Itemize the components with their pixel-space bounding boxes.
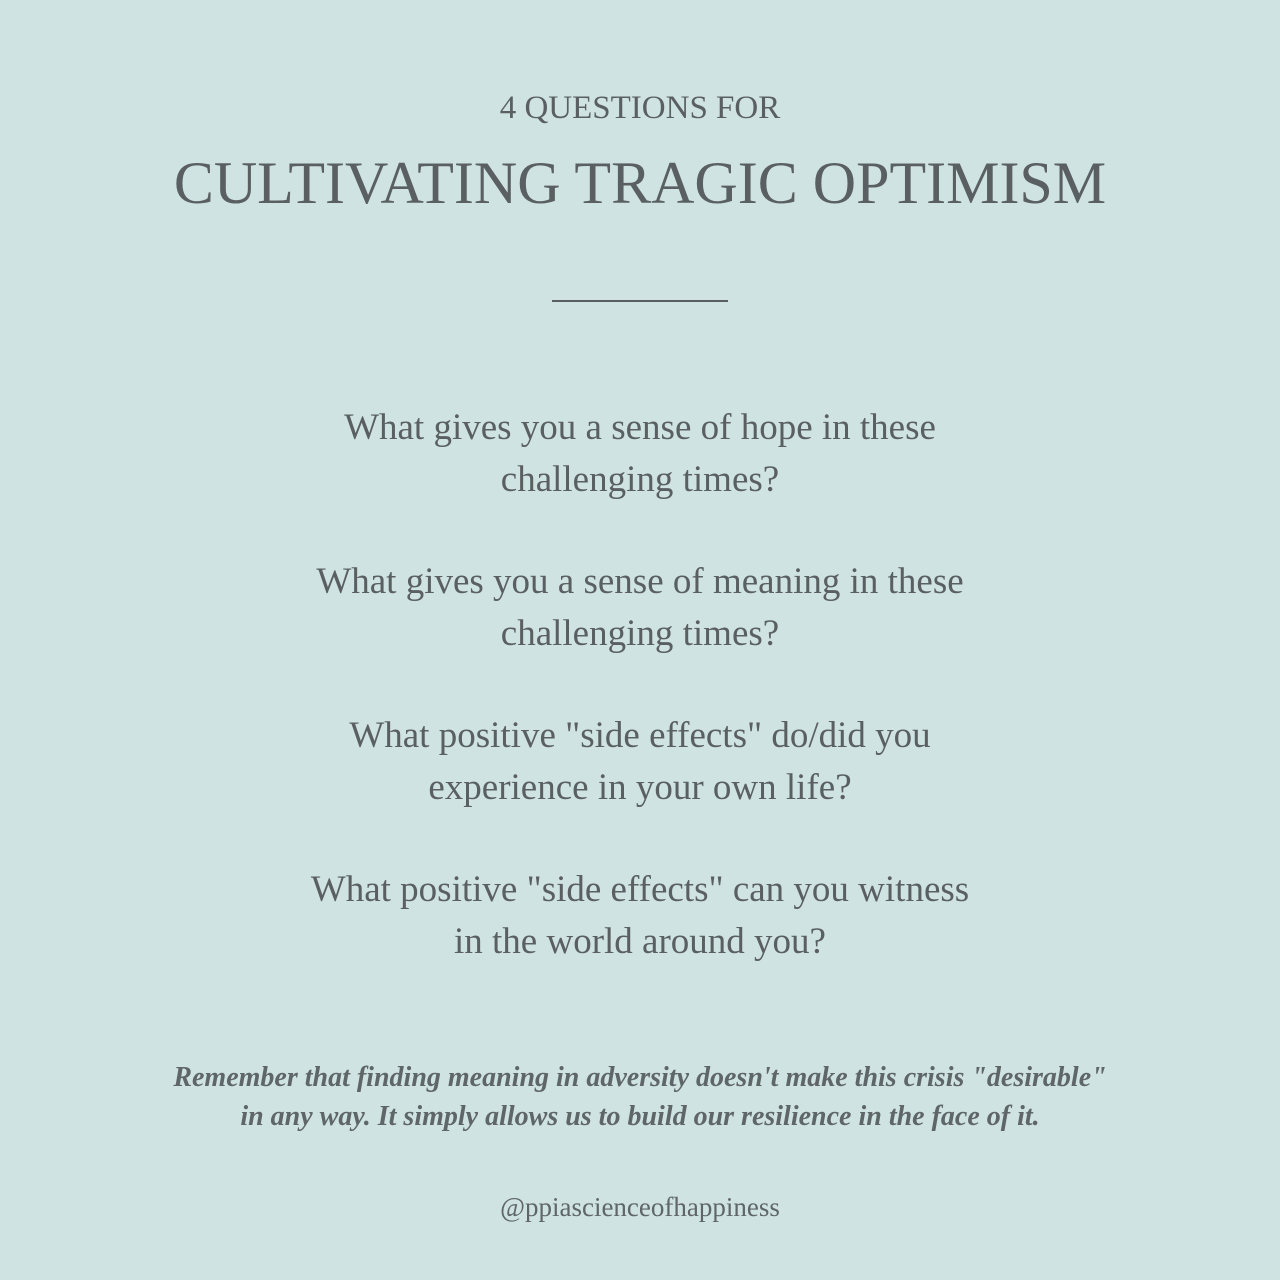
question-1-line-1: What gives you a sense of hope in these [344,407,936,448]
question-2 [200,556,1080,660]
closing-note-line-2: in any way. It simply allows us to build our resilience in the face of it. [240,1101,1040,1132]
question-1-line-2: challenging times? [500,459,780,500]
divider [552,300,728,302]
supertitle: 4 QUESTIONS FOR [499,90,781,126]
question-4 [200,864,1080,968]
social-handle: @ppiascienceofhappiness [500,1192,780,1222]
closing-note-line-1: Remember that finding meaning in adversity doesn't make this crisis "desirable" [173,1062,1107,1093]
question-3-line-2: experience in your own life? [428,767,852,808]
question-3-line-1: What positive "side effects" do/did you [349,715,931,756]
question-4-line-2: in the world around you? [454,921,826,962]
closing-note [60,1058,1220,1136]
page-title: CULTIVATING TRAGIC OPTIMISM [173,150,1107,216]
question-4-line-1: What positive "side effects" can you witness [310,869,970,910]
question-3 [200,710,1080,814]
question-2-line-2: challenging times? [500,613,780,654]
question-2-line-1: What gives you a sense of meaning in these [316,561,964,602]
question-1 [200,402,1080,506]
